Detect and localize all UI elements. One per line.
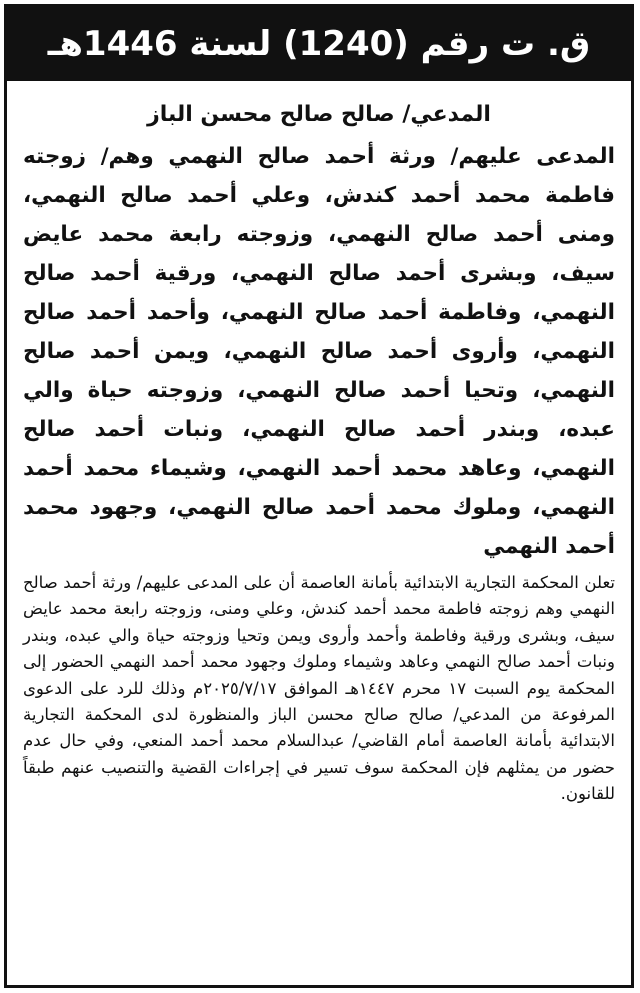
notice-title-bar: [7, 7, 631, 81]
defendants-paragraph: المدعى عليهم/ ورثة أحمد صالح النهمي وهم/ زوجته فاطمة محمد أحمد كندش، وعلي أحمد صالح النهمي، ومنى أحمد صالح النهمي، وزوجته رابعة محمد عايض سيف، وبشرى أحمد صالح النهمي، ورقية أحمد صالح النهمي، وفاطمة أحمد صالح النهمي، وأحمد أحمد صالح النهمي، وأروى أحمد صالح النهمي، ويمن أحمد صالح النهمي، وتحيا أحمد صالح النهمي، وزوجته حياة والي عبده، وبندر أحمد صالح النهمي، ونبات أحمد صالح النهمي، وعاهد محمد أحمد النهمي، وشيماء محمد أحمد النهمي، وملوك محمد أحمد صالح النهمي، وجهود محمد أحمد النهمي: [23, 144, 615, 559]
legal-notice: [4, 4, 634, 988]
announcement-paragraph: تعلن المحكمة التجارية الابتدائية بأمانة العاصمة أن على المدعى عليهم/ ورثة أحمد صالح النهمي وهم زوجته فاطمة محمد أحمد كندش، وعلي ومنى، وزوجته رابعة محمد عايض سيف، وبشرى ورقية وفاطمة وأحمد وأروى ويمن وتحيا وزوجته حياة والي عبده، وبندر ونبات أحمد صالح النهمي وعاهد وشيماء وملوك وجهود محمد أحمد النهمي الحضور إلى المحكمة يوم السبت ١٧ محرم ١٤٤٧هـ الموافق ٢٠٢٥/٧/١٧م وذلك للرد على الدعوى المرفوعة من المدعي/ صالح صالح محسن الباز والمنظورة لدى المحكمة التجارية الابتدائية بأمانة العاصمة أمام القاضي/ عبدالسلام محمد أحمد المنعي، وفي حال عدم حضور من يمثلهم فإن المحكمة سوف تسير في إجراءات القضية والتنصيب عنهم طبقاً للقانون.: [23, 573, 615, 804]
plaintiff-line: المدعي/ صالح صالح محسن الباز: [147, 102, 491, 127]
notice-title: ق. ت رقم (1240) لسنة 1446هـ: [47, 24, 591, 64]
notice-body: [7, 81, 631, 808]
